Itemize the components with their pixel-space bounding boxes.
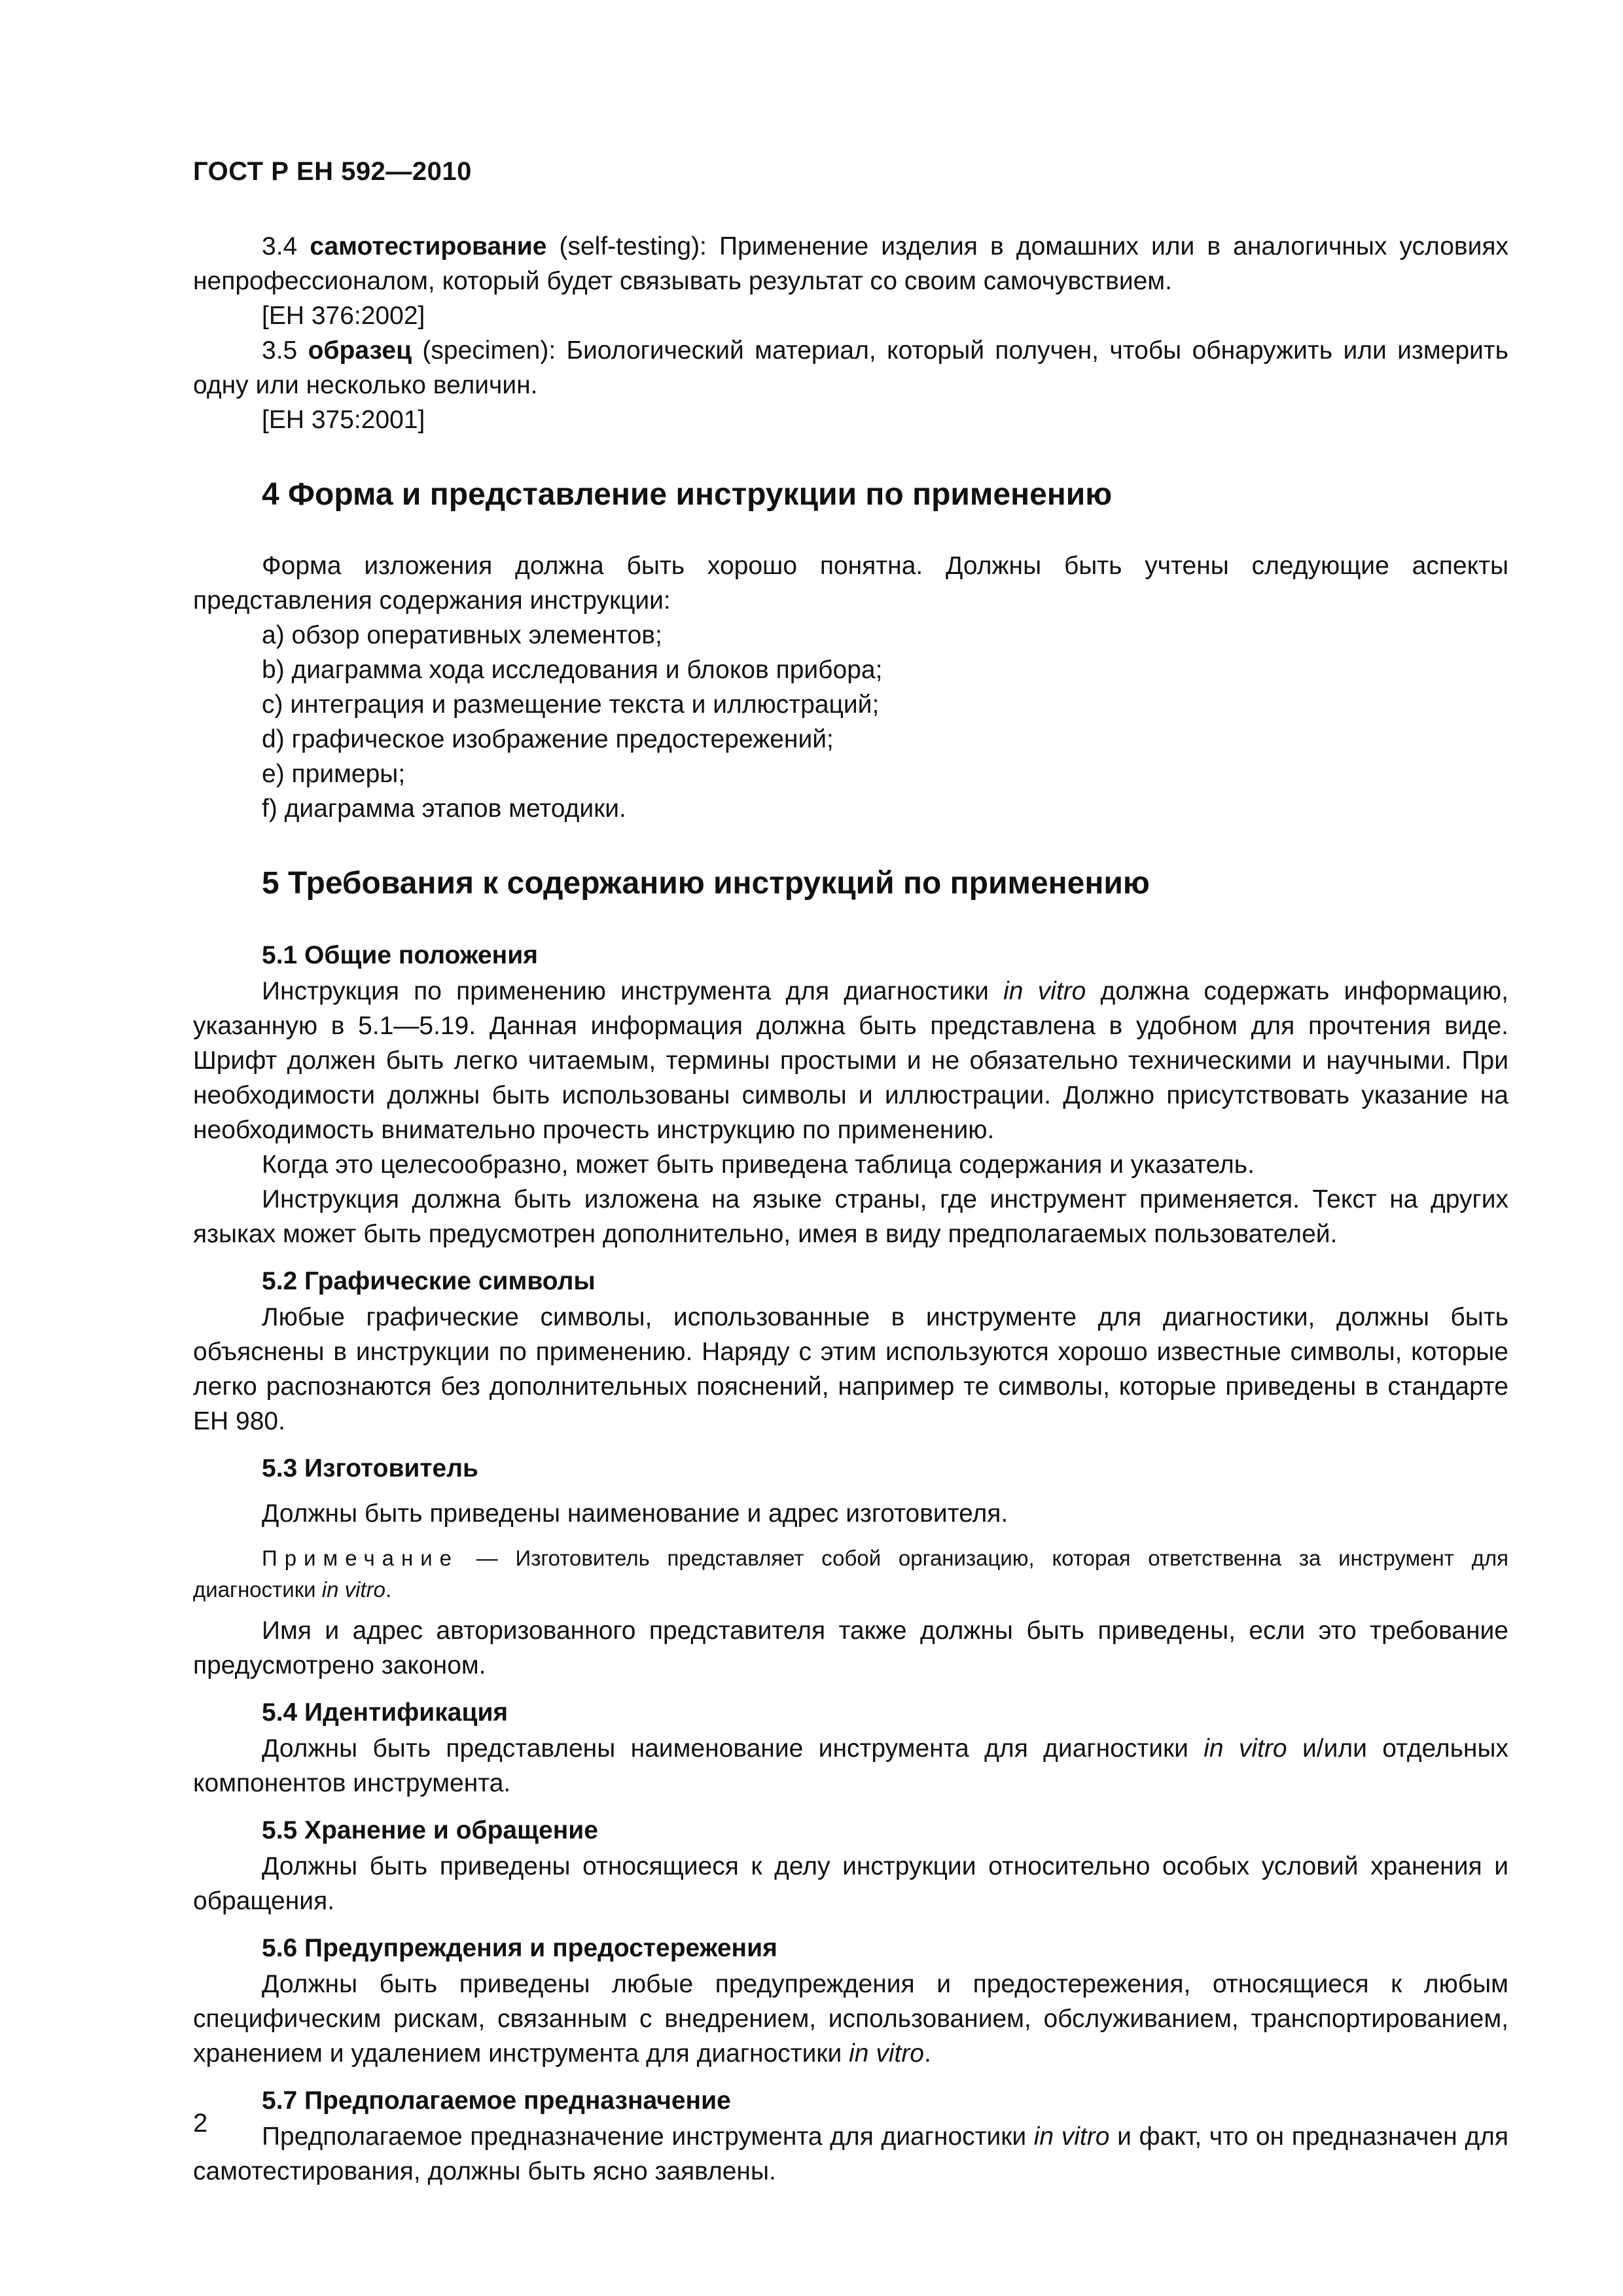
section-4-intro: Форма изложения должна быть хорошо понятна. Должны быть учтены следующие аспекты представления содержания инструкции: (193, 552, 1508, 615)
paragraph (193, 2119, 1508, 2189)
text: Должны быть представлены наименование инструмента для диагностики (262, 1734, 1204, 1763)
definition-reference: [ЕН 376:2002] (262, 302, 425, 330)
paragraph: Должны быть приведены относящиеся к делу инструкции относительно особых условий хранения и обращения. (193, 1852, 1508, 1915)
term: самотестирование (310, 232, 547, 260)
page-number: 2 (193, 2109, 208, 2138)
definition-text: (specimen): Биологический материал, который получен, чтобы обнаружить или измерить одну или несколько величин. (193, 336, 1508, 399)
italic-text: in vitro (1003, 977, 1086, 1005)
subsection-5-2-heading: 5.2 Графические символы (262, 1267, 596, 1295)
term: образец (308, 336, 412, 365)
standard-header: ГОСТ Р ЕН 592—2010 (193, 157, 472, 186)
text: должна содержать информацию, указанную в 5.1—5.19. Данная информация должна быть представлена в удобном для прочтения виде. Шрифт должен быть легко читаемым, термины простыми и не обязательно техническими и научными. При необходимости должны быть использованы символы и иллюстрации. Должно присутствовать указание на необходимость внимательно прочесть инструкцию по применению. (193, 977, 1509, 1144)
text: Инструкция по применению инструмента для диагностики (262, 977, 1004, 1005)
paragraph: Когда это целесообразно, может быть приведена таблица содержания и указатель. (262, 1151, 1255, 1179)
note-text: . (385, 1577, 392, 1602)
subsection-5-4-heading: 5.4 Идентификация (262, 1698, 508, 1727)
text: и факт, что он предназначен для самотестирования, должны быть ясно заявлены. (193, 2123, 1508, 2185)
subsection-5-7-heading: 5.7 Предполагаемое предназначение (262, 2087, 731, 2115)
subsection-5-1-heading: 5.1 Общие положения (262, 941, 538, 969)
text: Предполагаемое предназначение инструмента для диагностики (262, 2123, 1034, 2151)
list-item: f) диаграмма этапов методики. (262, 795, 626, 823)
italic-text: in vitro (849, 2039, 924, 2068)
italic-text: in vitro (1204, 1734, 1287, 1763)
paragraph: Имя и адрес авторизованного представителя также должны быть приведены, если это требование предусмотрено законом. (193, 1617, 1508, 1679)
list-item: d) графическое изображение предостережений; (262, 725, 834, 753)
definition-3-5 (193, 333, 1508, 403)
note-text: — Изготовитель представляет собой организацию, которая ответственна за инструмент для диагностики (193, 1546, 1508, 1602)
subsection-5-6-heading: 5.6 Предупреждения и предостережения (262, 1934, 777, 1962)
definition-3-4 (193, 229, 1508, 298)
note (193, 1543, 1508, 1605)
page-content (193, 229, 1508, 2189)
subsection-5-3-heading: 5.3 Изготовитель (262, 1454, 478, 1482)
note-label: Примечание (262, 1546, 459, 1570)
italic-text: in vitro (1033, 2123, 1110, 2151)
paragraph (193, 974, 1508, 1147)
paragraph: Должны быть приведены наименование и адрес изготовителя. (262, 1499, 1008, 1528)
section-4-heading: 4 Форма и представление инструкции по применению (262, 477, 1113, 512)
paragraph (193, 1731, 1508, 1801)
list-item: a) обзор оперативных элементов; (262, 621, 662, 649)
list-item: e) примеры; (262, 760, 406, 788)
text: и/или отдельных компонентов инструмента. (193, 1734, 1508, 1797)
text: . (924, 2039, 931, 2068)
definition-text: (self-testing): Применение изделия в домашних или в аналогичных условиях непрофессионалом, который будет связывать результат со своим самочувствием. (193, 232, 1509, 295)
clause-number: 3.4 (262, 232, 298, 260)
italic-text: in vitro (321, 1577, 385, 1602)
list-item: c) интеграция и размещение текста и иллюстраций; (262, 691, 880, 719)
text: Должны быть приведены любые предупреждения и предостережения, относящиеся к любым специфическим рискам, связанным с внедрением, использованием, обслуживанием, транспортированием, хранением и удалением инструмента для диагностики (193, 1970, 1508, 2068)
list-item: b) диаграмма хода исследования и блоков прибора; (262, 656, 883, 684)
paragraph: Инструкция должна быть изложена на языке страны, где инструмент применяется. Текст на других языках может быть предусмотрен дополнительно, имея в виду предполагаемых пользователей. (193, 1185, 1508, 1248)
clause-number: 3.5 (262, 336, 298, 365)
section-5-heading: 5 Требования к содержанию инструкций по применению (262, 866, 1150, 901)
paragraph: Любые графические символы, использованные в инструменте для диагностики, должны быть объяснены в инструкции по применению. Наряду с этим используются хорошо известные символы, которые легко распознаются без дополнительных пояснений, например те символы, которые приведены в стандарте ЕН 980. (193, 1303, 1508, 1435)
paragraph (193, 1967, 1508, 2071)
subsection-5-5-heading: 5.5 Хранение и обращение (262, 1816, 598, 1844)
definition-reference: [ЕН 375:2001] (262, 406, 425, 434)
